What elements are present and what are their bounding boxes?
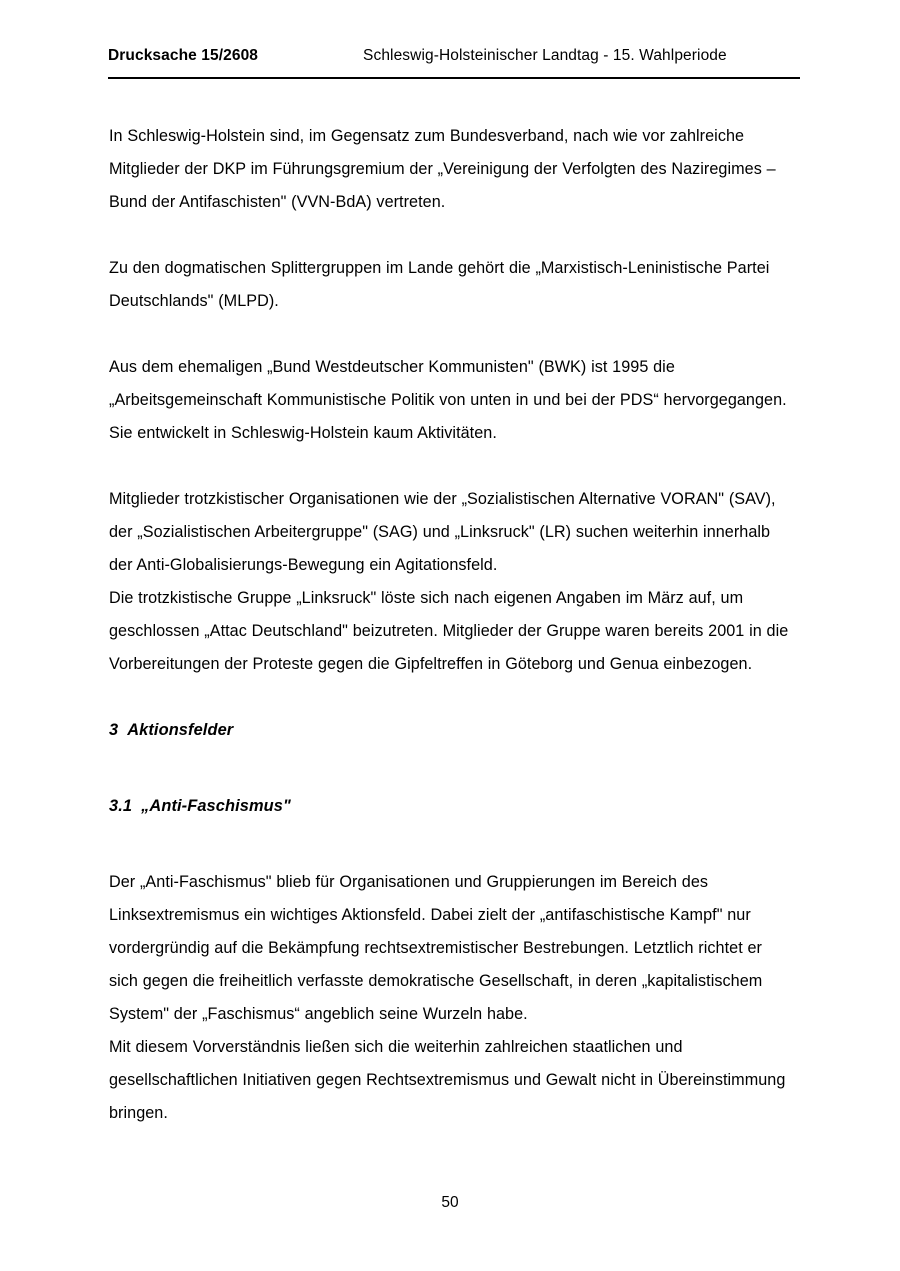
page-footer [0, 1193, 900, 1213]
heading-section-3-text: Aktionsfelder [127, 721, 234, 739]
paragraph-2: Zu den dogmatischen Splittergruppen im Lande gehört die „Marxistisch-Leninistische Partei Deutschlands" (MLPD). [109, 259, 770, 310]
page-number: 50 [441, 1194, 459, 1211]
heading-section-3-1-text: „Anti-Faschismus" [141, 797, 291, 815]
paragraph-spacer [109, 318, 793, 351]
paragraph-spacer [109, 450, 793, 483]
heading-spacer [109, 823, 793, 856]
heading-section-3-number: 3 [109, 721, 119, 739]
header-drucksache-label: Drucksache 15/2608 [108, 47, 259, 64]
heading-section-3-1-number: 3.1 [109, 797, 133, 815]
heading-spacer [109, 747, 793, 780]
heading-section-3-1 [109, 790, 793, 823]
heading-section-3 [109, 714, 793, 747]
paragraph-1: In Schleswig-Holstein sind, im Gegensatz zum Bundesverband, nach wie vor zahlreiche Mitglieder der DKP im Führungsgremium der „Vereinigung der Verfolgten des Naziregimes – Bund der Antifaschisten" (VVN-BdA) vertreten. [109, 127, 776, 211]
document-body [109, 120, 793, 1130]
page-header [108, 46, 800, 79]
header-row [108, 46, 800, 66]
heading-spacer-small [109, 780, 793, 790]
heading-spacer-small [109, 856, 793, 866]
paragraph-3: Aus dem ehemaligen „Bund Westdeutscher Kommunisten" (BWK) ist 1995 die „Arbeitsgemeinschaft Kommunistische Politik von unten in und bei der PDS“ hervorgegangen. Sie entwickelt in Schleswig-Holstein kaum Aktivitäten. [109, 358, 787, 442]
paragraph-spacer [109, 219, 793, 252]
paragraph-6: Der „Anti-Faschismus" blieb für Organisationen und Gruppierungen im Bereich des Linksextremismus ein wichtiges Aktionsfeld. Dabei zielt der „antifaschistische Kampf" nur vordergründig auf die Bekämpfung rechtsextremistischer Bestrebungen. Letztlich richtet er sich gegen die freiheitlich verfasste demokratische Gesellschaft, in deren „kapitalistischem System" der „Faschismus“ angeblich seine Wurzeln habe. [109, 873, 763, 1023]
paragraph-4: Mitglieder trotzkistischer Organisationen wie der „Sozialistischen Alternative VORAN" (SAV), der „Sozialistischen Arbeitergruppe" (SAG) und „Linksruck" (LR) suchen weiterhin innerhalb der Anti-Globalisierungs-Bewegung ein Agitationsfeld. [109, 490, 776, 574]
paragraph-spacer [109, 681, 793, 714]
header-landtag-label: Schleswig-Holsteinischer Landtag - 15. Wahlperiode [363, 47, 727, 64]
paragraph-5: Die trotzkistische Gruppe „Linksruck" löste sich nach eigenen Angaben im März auf, um geschlossen „Attac Deutschland" beizutreten. Mitglieder der Gruppe waren bereits 2001 in die Vorbereitungen der Proteste gegen die Gipfeltreffen in Göteborg und Genua einbezogen. [109, 589, 789, 673]
paragraph-7: Mit diesem Vorverständnis ließen sich die weiterhin zahlreichen staatlichen und gesellschaftlichen Initiativen gegen Rechtsextremismus und Gewalt nicht in Übereinstimmung bringen. [109, 1038, 786, 1122]
header-divider-rule [108, 77, 800, 79]
